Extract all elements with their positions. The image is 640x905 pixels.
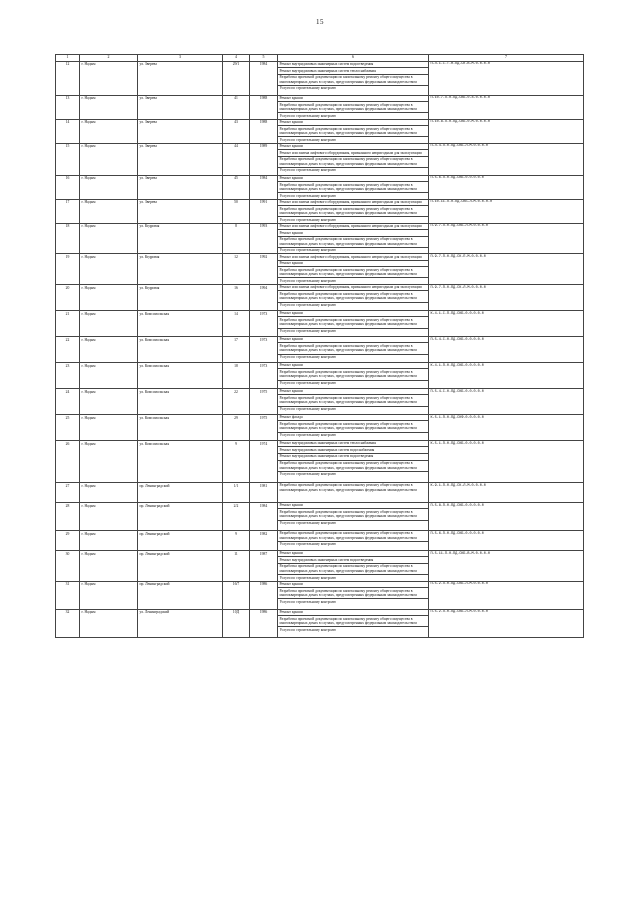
work-item: Услуги по строительному контролю [279, 355, 337, 359]
work-item: Разработка проектной документации по капитальному ремонту общего имущества в многоквартирных домах в случаях, предусмотренных федеральным законодательством [278, 291, 428, 302]
work-item: Разработка проектной документации по капитальному ремонту общего имущества в многоквартирных домах в случаях, предусмотренных федеральным законодательством [278, 421, 428, 432]
street-cell: ул. Зверева [138, 175, 223, 199]
works-list [278, 120, 428, 143]
work-item: Ремонт внутридомовых инженерных систем теплоснабжения [278, 68, 428, 75]
building-number-cell: 12 [223, 254, 250, 285]
header-cell: 6 [278, 55, 429, 62]
city-cell: г. Надым [80, 530, 138, 550]
row-number-cell: 23 [56, 362, 80, 388]
city-cell: г. Надым [80, 362, 138, 388]
city-cell: г. Надым [80, 119, 138, 143]
city-cell: г. Надым [80, 61, 138, 95]
table-row [56, 440, 584, 482]
building-number-cell: 29/1 [223, 61, 250, 95]
row-number-cell: 26 [56, 440, 80, 482]
works-cell [278, 143, 429, 175]
header-cell: 4 [223, 55, 250, 62]
object-code-cell: П-5-4-С-0-ПД-СКБ-0-0-0-0-0 [429, 388, 584, 414]
object-code-cell: П-5-6-П-0-ПД-СКБ-0-0-0-0-0 [429, 530, 584, 550]
city-cell: г. Надым [80, 609, 138, 637]
work-item: Разработка проектной документации по капитальному ремонту общего имущества в многоквартирных домах в случаях, предусмотренных федеральным законодательством [278, 267, 428, 278]
works-list [278, 144, 428, 174]
building-number-cell: 45 [223, 175, 250, 199]
building-number-cell: 16 [223, 284, 250, 310]
table-row [56, 581, 584, 609]
work-item: Разработка проектной документации по капитальному ремонту общего имущества в многоквартирных домах в случаях, предусмотренных федеральным законодательством [278, 588, 428, 599]
table-row [56, 61, 584, 95]
work-item: Ремонт крыши [278, 503, 428, 510]
year-built-cell: 1973 [250, 336, 278, 362]
table-row [56, 388, 584, 414]
works-cell [278, 482, 429, 502]
row-number-cell: 30 [56, 550, 80, 581]
work-item: Разработка проектной документации по капитальному ремонту общего имущества в многоквартирных домах в случаях, предусмотренных федеральным законодательством [278, 157, 428, 168]
row-number-cell: 16 [56, 175, 80, 199]
street-cell: ул. Кедровая [138, 284, 223, 310]
header-cell: 2 [80, 55, 138, 62]
work-item: Услуги по строительному контролю [279, 329, 337, 333]
works-list [278, 200, 428, 223]
table-row [56, 609, 584, 637]
works-list [278, 551, 428, 581]
year-built-cell: 1988 [250, 119, 278, 143]
header-cell: 5 [250, 55, 278, 62]
works-list [278, 363, 428, 386]
work-item: Услуги по строительному контролю [279, 193, 337, 198]
row-number-cell: 13 [56, 95, 80, 119]
works-cell [278, 414, 429, 440]
work-item: Разработка проектной документации по капитальному ремонту общего имущества в многоквартирных домах в случаях, предусмотренных федеральным законодательством [278, 461, 428, 472]
works-cell [278, 362, 429, 388]
row-number-cell: 25 [56, 414, 80, 440]
works-cell [278, 175, 429, 199]
street-cell: ул. Зверева [138, 143, 223, 175]
city-cell: г. Надым [80, 223, 138, 254]
works-cell [278, 440, 429, 482]
repair-program-table [55, 54, 584, 638]
year-built-cell: 1987 [250, 550, 278, 581]
object-code-cell: К-4-1-П-0-ПД-СКБ-0-0-0-0-0 [429, 362, 584, 388]
table-row [56, 175, 584, 199]
year-built-cell: 1975 [250, 388, 278, 414]
row-number-cell: 20 [56, 284, 80, 310]
table-row [56, 336, 584, 362]
building-number-cell: 1/1 [223, 482, 250, 502]
works-list [278, 96, 428, 119]
building-number-cell: 43 [223, 119, 250, 143]
work-item: Разработка проектной документации по капитальному ремонту общего имущества в многоквартирных домах в случаях, предусмотренных федеральным законодательством [278, 531, 428, 542]
year-built-cell: 1986 [250, 609, 278, 637]
works-cell [278, 284, 429, 310]
street-cell: ул. Ленинградский [138, 609, 223, 637]
city-cell: г. Надым [80, 95, 138, 119]
works-list [278, 582, 428, 605]
table-row [56, 550, 584, 581]
year-built-cell: 1974 [250, 440, 278, 482]
header-cell: 7 [429, 55, 584, 62]
work-item: Услуги по строительному контролю [279, 168, 337, 173]
works-cell [278, 199, 429, 223]
object-code-cell: П-5-8-П-0-ПД-СКБ-0-0-0-0-0 [429, 502, 584, 530]
works-list [278, 441, 428, 477]
street-cell: ул. Комсомольская [138, 414, 223, 440]
work-item: Разработка проектной документации по капитальному ремонту общего имущества в многоквартирных домах в случаях, предусмотренных федеральным законодательством [278, 564, 428, 575]
work-item: Ремонт или замена лифтового оборудования, признанного непригодным для эксплуатации [278, 254, 428, 261]
street-cell: ул. Кедровая [138, 223, 223, 254]
street-cell: ул. Комсомольская [138, 362, 223, 388]
object-code-cell: К-5-1-П-0-ПД-СКБ-0-0-0-0-0 [429, 440, 584, 482]
object-code-cell: П-10-8-П-0-ПД-СКБ-0-М-0-0-0-0 [429, 119, 584, 143]
building-number-cell: 41 [223, 95, 250, 119]
work-item: Ремонт крыши [278, 311, 428, 318]
works-cell [278, 254, 429, 285]
table-row [56, 254, 584, 285]
building-number-cell: 44 [223, 143, 250, 175]
city-cell: г. Надым [80, 284, 138, 310]
building-number-cell: 11 [223, 550, 250, 581]
object-code-cell: П-Л-4-П-0-ПД-СКБ-Л-М-0-0-0-0 [429, 143, 584, 175]
table-row [56, 482, 584, 502]
year-built-cell: 1993 [250, 223, 278, 254]
row-number-cell: 29 [56, 530, 80, 550]
work-item: Услуги по строительному контролю [279, 627, 337, 632]
works-cell [278, 581, 429, 609]
work-item: Разработка проектной документации по капитальному ремонту общего имущества в многоквартирных домах в случаях, предусмотренных федеральным законодательством [278, 369, 428, 380]
works-cell [278, 530, 429, 550]
street-cell: ул. Зверева [138, 199, 223, 223]
table-row [56, 284, 584, 310]
work-item: Ремонт крыши [278, 230, 428, 237]
work-item: Ремонт внутридомовых инженерных систем водоотведения [278, 557, 428, 564]
work-item: Ремонт крыши [278, 551, 428, 558]
works-cell [278, 609, 429, 637]
year-built-cell: 1988 [250, 95, 278, 119]
object-code-cell: П-Л-1-С-Т-Н-ПД-СК-В-М-0-0-0-0 [429, 61, 584, 95]
table-row [56, 362, 584, 388]
row-number-cell: 22 [56, 336, 80, 362]
page-number: 15 [316, 18, 324, 26]
object-code-cell: П-9-7-П-0-ПД-СК-Л-М-0-0-0-0 [429, 284, 584, 310]
street-cell: ул. Зверева [138, 119, 223, 143]
row-number-cell: 32 [56, 609, 80, 637]
work-item: Услуги по строительному контролю [279, 599, 337, 604]
work-item: Разработка проектной документации по капитальному ремонту общего имущества в многоквартирных домах в случаях, предусмотренных федеральным законодательством [278, 343, 428, 354]
works-cell [278, 119, 429, 143]
building-number-cell: 18 [223, 362, 250, 388]
works-list [278, 610, 428, 633]
building-number-cell: 22 [223, 388, 250, 414]
works-cell [278, 310, 429, 336]
year-built-cell: 1981 [250, 482, 278, 502]
work-item: Ремонт крыши [278, 261, 428, 268]
work-item: Услуги по строительному контролю [279, 303, 337, 307]
building-number-cell: 2/2 [223, 502, 250, 530]
work-item: Разработка проектной документации по капитальному ремонту общего имущества в многоквартирных домах в случаях, предусмотренных федеральным законодательством [279, 483, 417, 492]
object-code-cell: П-5-2-П-0-ПД-СКБ-Л-М-0-0-0-0 [429, 609, 584, 637]
street-cell: пр. Ленинградский [138, 530, 223, 550]
table-row [56, 199, 584, 223]
row-number-cell: 12 [56, 61, 80, 95]
work-item: Ремонт внутридомовых инженерных систем водоотведения [278, 454, 428, 461]
street-cell: пр. Ленинградский [138, 502, 223, 530]
building-number-cell: 9 [223, 530, 250, 550]
row-number-cell: 31 [56, 581, 80, 609]
work-item: Разработка проектной документации по капитальному ремонту общего имущества в многоквартирных домах в случаях, предусмотренных федеральным законодательством [278, 182, 428, 193]
works-list [278, 415, 428, 438]
works-list [278, 311, 428, 334]
work-item: Ремонт крыши [278, 120, 428, 127]
table-row [56, 414, 584, 440]
object-code-cell: П-9-7-П-0-ПД-СКБ-Л-М-0-0-0-0 [429, 223, 584, 254]
work-item: Услуги по строительному контролю [279, 472, 337, 477]
table-row [56, 119, 584, 143]
building-number-cell: 16/7 [223, 581, 250, 609]
year-built-cell: 1984 [250, 175, 278, 199]
work-item: Ремонт или замена лифтового оборудования, признанного непригодным для эксплуатации [278, 150, 428, 157]
year-built-cell: 1991 [250, 199, 278, 223]
works-cell [278, 61, 429, 95]
city-cell: г. Надым [80, 440, 138, 482]
works-cell [278, 388, 429, 414]
work-item: Услуги по строительному контролю [279, 217, 337, 222]
work-item: Услуги по строительному контролю [279, 381, 337, 385]
work-item: Ремонт крыши [278, 363, 428, 370]
object-code-cell: К-4-1-С-П-ПД-СКБ-0-0-0-0-0 [429, 310, 584, 336]
work-item: Разработка проектной документации по капитальному ремонту общего имущества в многоквартирных домах в случаях, предусмотренных федеральным законодательством [278, 102, 428, 113]
street-cell: ул. Комсомольская [138, 388, 223, 414]
works-list [278, 531, 428, 548]
works-list [278, 389, 428, 412]
works-list [278, 176, 428, 199]
works-list [278, 254, 428, 284]
work-item: Ремонт внутридомовых инженерных систем водоснабжения [278, 447, 428, 454]
building-number-cell: 17 [223, 336, 250, 362]
building-number-cell: 9 [223, 440, 250, 482]
object-code-cell: П-5-11-П-0-ПД-СКБ-В-М-0-0-0-0 [429, 550, 584, 581]
work-item: Ремонт крыши [278, 610, 428, 617]
row-number-cell: 18 [56, 223, 80, 254]
work-item: Ремонт крыши [278, 176, 428, 183]
table-row [56, 143, 584, 175]
table-row [56, 95, 584, 119]
work-item: Услуги по строительному контролю [279, 433, 337, 437]
city-cell: г. Надым [80, 550, 138, 581]
street-cell: ул. Кедровая [138, 254, 223, 285]
street-cell: ул. Зверева [138, 61, 223, 95]
row-number-cell: 19 [56, 254, 80, 285]
work-item: Услуги по строительному контролю [279, 113, 337, 118]
works-cell [278, 550, 429, 581]
work-item: Ремонт внутридомовых инженерных систем водоотведения [278, 62, 428, 69]
year-built-cell: 1984 [250, 61, 278, 95]
works-list [278, 224, 428, 254]
object-code-cell: К-9-1-П-0-ПД-СК-Л-М-0-0-0-0 [429, 482, 584, 502]
work-item: Разработка проектной документации по капитальному ремонту общего имущества в многоквартирных домах в случаях, предусмотренных федеральным законодательством [278, 75, 428, 86]
city-cell: г. Надым [80, 310, 138, 336]
work-item: Ремонт внутридомовых инженерных систем теплоснабжения [278, 441, 428, 448]
street-cell: ул. Зверева [138, 95, 223, 119]
city-cell: г. Надым [80, 175, 138, 199]
work-item: Разработка проектной документации по капитальному ремонту общего имущества в многоквартирных домах в случаях, предусмотренных федеральным законодательством [278, 395, 428, 406]
city-cell: г. Надым [80, 482, 138, 502]
work-item: Разработка проектной документации по капитальному ремонту общего имущества в многоквартирных домах в случаях, предусмотренных федеральным законодательством [278, 237, 428, 248]
work-item: Услуги по строительному контролю [279, 542, 337, 547]
year-built-cell: 1984 [250, 502, 278, 530]
building-number-cell: 29 [223, 414, 250, 440]
work-item: Услуги по строительному контролю [279, 575, 337, 580]
street-cell: пр. Ленинградский [138, 581, 223, 609]
city-cell: г. Надым [80, 336, 138, 362]
work-item: Услуги по строительному контролю [279, 521, 337, 525]
work-item: Разработка проектной документации по капитальному ремонту общего имущества в многоквартирных домах в случаях, предусмотренных федеральным законодательством [278, 317, 428, 328]
building-number-cell: 10Д [223, 609, 250, 637]
row-number-cell: 21 [56, 310, 80, 336]
city-cell: г. Надым [80, 199, 138, 223]
work-item: Услуги по строительному контролю [279, 248, 337, 253]
work-item: Разработка проектной документации по капитальному ремонту общего имущества в многоквартирных домах в случаях, предусмотренных федеральным законодательством [278, 206, 428, 217]
work-item: Разработка проектной документации по капитальному ремонту общего имущества в многоквартирных домах в случаях, предусмотренных федеральным законодательством [278, 509, 428, 520]
object-code-cell: П-10-7-П-0-ПД-СКБ-0-8-0-0-0-0 [429, 95, 584, 119]
object-code-cell: К-5-1-П-0-ПД-СКФ-0-0-0-0-0 [429, 414, 584, 440]
year-built-cell: 1973 [250, 310, 278, 336]
building-number-cell: 50 [223, 199, 250, 223]
work-item: Ремонт крыши [278, 582, 428, 589]
work-item: Ремонт крыши [278, 144, 428, 151]
object-code-cell: П-5-4-С-0-ПД-СКБ-0-0-0-0-0 [429, 336, 584, 362]
building-number-cell: 8 [223, 223, 250, 254]
object-code-cell: П-5-6-П-0-ПД-СКБ-0-0-0-0-0 [429, 175, 584, 199]
street-cell: ул. Комсомольская [138, 440, 223, 482]
work-item: Разработка проектной документации по капитальному ремонту общего имущества в многоквартирных домах в случаях, предусмотренных федеральным законодательством [278, 126, 428, 137]
work-item: Услуги по строительному контролю [279, 137, 337, 142]
row-number-cell: 27 [56, 482, 80, 502]
works-list [278, 285, 428, 308]
work-item: Ремонт или замена лифтового оборудования, признанного непригодным для эксплуатации [278, 200, 428, 207]
street-cell: пр. Ленинградский [138, 482, 223, 502]
city-cell: г. Надым [80, 388, 138, 414]
year-built-cell: 1989 [250, 143, 278, 175]
row-number-cell: 28 [56, 502, 80, 530]
row-number-cell: 14 [56, 119, 80, 143]
row-number-cell: 17 [56, 199, 80, 223]
work-item: Ремонт или замена лифтового оборудования, признанного непригодным для эксплуатации [278, 285, 428, 292]
table-row [56, 502, 584, 530]
row-number-cell: 24 [56, 388, 80, 414]
city-cell: г. Надым [80, 414, 138, 440]
table-row [56, 223, 584, 254]
object-code-cell: П-10-11-П-0-ПД-СКБ-Л-М-0-0-0-0 [429, 199, 584, 223]
table-row [56, 530, 584, 550]
year-built-cell: 1994 [250, 284, 278, 310]
work-item: Услуги по строительному контролю [279, 278, 337, 283]
street-cell: ул. Комсомольская [138, 336, 223, 362]
year-built-cell: 1986 [250, 581, 278, 609]
city-cell: г. Надым [80, 254, 138, 285]
header-cell: 1 [56, 55, 80, 62]
works-list [278, 503, 428, 526]
city-cell: г. Надым [80, 143, 138, 175]
work-item: Ремонт или замена лифтового оборудования, признанного непригодным для эксплуатации [278, 224, 428, 231]
work-item: Разработка проектной документации по капитальному ремонту общего имущества в многоквартирных домах в случаях, предусмотренных федеральным законодательством [278, 616, 428, 627]
work-item: Ремонт фасада [278, 415, 428, 422]
work-item: Услуги по строительному контролю [279, 86, 337, 91]
year-built-cell: 1973 [250, 362, 278, 388]
works-list [278, 337, 428, 360]
street-cell: ул. Комсомольская [138, 310, 223, 336]
city-cell: г. Надым [80, 502, 138, 530]
works-cell [278, 223, 429, 254]
work-item: Ремонт крыши [278, 337, 428, 344]
works-list [278, 483, 428, 493]
year-built-cell: 1975 [250, 414, 278, 440]
year-built-cell: 1992 [250, 254, 278, 285]
header-cell: 3 [138, 55, 223, 62]
table-row [56, 310, 584, 336]
work-item: Ремонт крыши [278, 96, 428, 103]
row-number-cell: 15 [56, 143, 80, 175]
works-cell [278, 502, 429, 530]
work-item: Ремонт крыши [278, 389, 428, 396]
object-code-cell: П-5-2-П-0-ПД-СКБ-Л-М-0-0-0-0 [429, 581, 584, 609]
city-cell: г. Надым [80, 581, 138, 609]
street-cell: пр. Ленинградский [138, 550, 223, 581]
object-code-cell: П-9-7-П-0-ПД-СК-П-М-0-0-0-0 [429, 254, 584, 285]
works-cell [278, 95, 429, 119]
building-number-cell: 14 [223, 310, 250, 336]
works-list [278, 62, 428, 92]
year-built-cell: 1982 [250, 530, 278, 550]
works-cell [278, 336, 429, 362]
work-item: Услуги по строительному контролю [279, 407, 337, 411]
